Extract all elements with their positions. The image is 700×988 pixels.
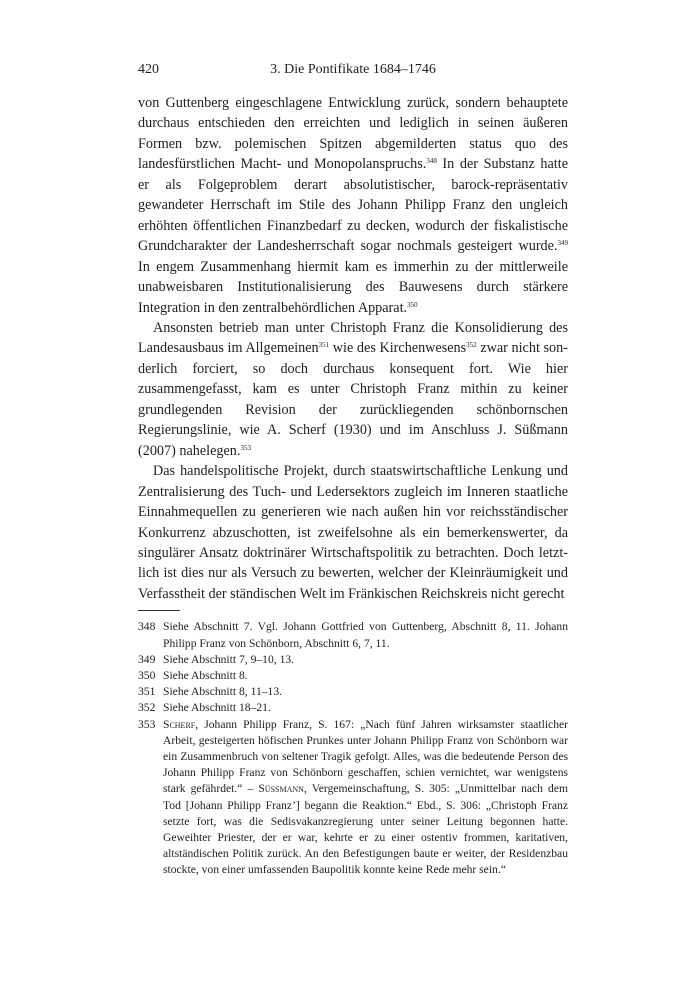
main-text [138, 93, 568, 604]
footnote-separator [138, 610, 180, 611]
footnote-ref-353[interactable]: 353 [240, 443, 251, 452]
text-run: , Vergemeinschaftung, S. 305: „Unmittelbar nach dem Tod [Johann Philipp Franz’] begann die Reaktion.“ Ebd., S. 306: „Christoph Franz setzte fort, was die Sedisvakanzregierung unter seiner Leitung begonnen hatte. Geweihter Priester, der er war, kehrte er zu einer ostentiv frommen, karitativen, altständischen Politik zurück. An den Befestigungen baute er weiter, der Residenzbau stockte, von einer umfassenden Baupolitik konnte keine Rede mehr sein.“ [163, 782, 568, 877]
footnote-text: Siehe Abschnitt 7, 9–10, 13. [163, 652, 295, 666]
author-name: Scherf [163, 717, 196, 731]
footnote-353 [138, 717, 568, 879]
footnote-number: 352 [138, 701, 156, 715]
text-run: , Johann Philipp Franz, S. 167: „Nach fünf Jahren wirksamster staatlicher Arbeit, gesteigerten höfischen Prunkes unter Johann Philipp Franz von Schönborn war ein Zusammenbruch von seltener Tragik gefolgt. Alles, was die bedeutende Person des Johann Philipp Franz von Schönborn geschaffen, schien vernichtet, war wenigstens stark gefährdet.“ – [163, 717, 568, 796]
page-header [138, 60, 568, 80]
footnote-text: Siehe Abschnitt 18–21. [163, 701, 271, 715]
footnote-ref-348[interactable]: 348 [426, 157, 437, 166]
book-page [138, 60, 568, 879]
footnotes [138, 619, 568, 878]
footnote-ref-350[interactable]: 350 [407, 300, 418, 309]
footnote-ref-351[interactable]: 351 [318, 341, 330, 350]
footnote-ref-349[interactable]: 349 [557, 239, 568, 248]
footnote-352 [138, 700, 568, 716]
footnote-349 [138, 652, 568, 668]
footnote-text: Siehe Abschnitt 8. [163, 668, 248, 682]
footnote-ref-352[interactable]: 352 [466, 341, 477, 350]
text-run: In der Substanz hatte er als Folgeproblem derart absolutistischer, barock-repräsentativ gewandeter Herrschaft im Stile des Johann Philipp Franz den ungleich erhöhten öffentlichen Finanzbedarf zu decken, wodurch der fiskalistische Grundcharakter der Landesherrschaft sogar nochmals gesteigert wurde. [138, 156, 568, 255]
text-run: In engem Zusammenhang hiermit kam es immerhin zu der mittlerweile unabweisbaren Institutionalisierung des Bauwesens durch stärkere Integration in den zentralbehördlichen Apparat. [138, 258, 568, 316]
paragraph-3 [138, 461, 568, 604]
footnote-number: 351 [138, 685, 156, 699]
footnote-text [163, 717, 568, 879]
paragraph-1 [138, 93, 568, 318]
footnote-text: Siehe Abschnitt 8, 11–13. [163, 685, 283, 699]
footnote-351 [138, 684, 568, 700]
paragraph-2 [138, 318, 568, 461]
footnote-number: 348 [138, 620, 156, 634]
text-run: zwar nicht sonderlich forciert, so doch durchaus konsequent fort. Wie hier zusammengefasst, kam es unter Christoph Franz mithin zu keiner grundlegenden Revision der zurückliegenden schönbornschen Regierungslinie, wie A. Scherf (1930) und im Anschluss J. Süßmann (2007) nahelegen. [138, 340, 568, 459]
text-run: Ansonsten betrieb man unter Christoph Franz die Konsolidierung des Landesausbaus im Allgemeinen [138, 319, 568, 357]
footnote-number: 349 [138, 652, 156, 666]
running-head: 3. Die Pontifikate 1684–1746 [270, 62, 436, 77]
author-name: Süssmann [258, 782, 304, 796]
page-number: 420 [138, 62, 159, 77]
text-run: von Guttenberg eingeschlagene Entwicklung zurück, sondern behauptete durchaus entschieden den erreichten und lediglich in seinen äußeren Formen bzw. polemischen Spitzen abgemilderten status quo des landesfürstlichen Macht- und Monopolanspruchs. [138, 95, 568, 173]
text-run: wie des Kirchenwesens [329, 340, 467, 357]
footnote-number: 350 [138, 668, 156, 682]
footnote-350 [138, 668, 568, 684]
footnote-text: Siehe Abschnitt 7. Vgl. Johann Gottfried von Guttenberg, Abschnitt 8, 11. Johann Philipp Franz von Schönborn, Abschnitt 6, 7, 11. [163, 620, 568, 650]
footnote-number: 353 [138, 717, 156, 731]
footnote-348 [138, 619, 568, 651]
text-run: Das handelspolitische Projekt, durch staatswirtschaftliche Lenkung und Zentralisierung des Tuch- und Ledersektors zugleich im Inneren staatliche Einnahmequellen zu generieren wie nach außen hin vor reichsständischer Konkurrenz abzuschotten, ist zweifelsohne als ein bemerkenswerter, da singulärer Ansatz doktrinärer Wirtschaftspolitik zu betrachten. Doch letztlich ist dies nur als Versuch zu bewerten, welcher der Kleinräumigkeit und Verfasstheit der ständischen Welt im Fränkischen Reichskreis nicht gerecht [138, 463, 568, 602]
